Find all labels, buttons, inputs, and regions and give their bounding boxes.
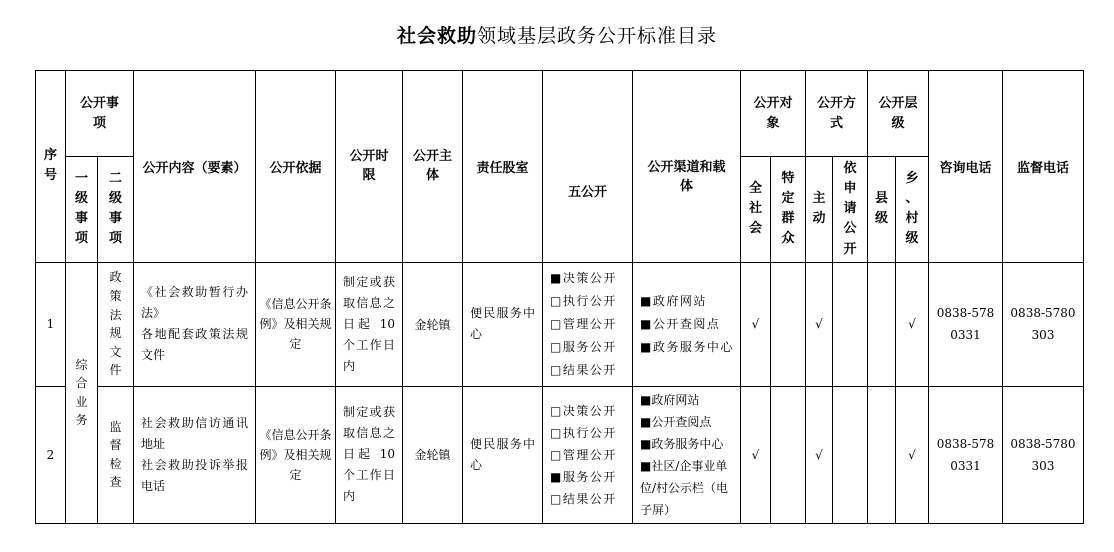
header-level-county: 县级 [868,157,896,263]
header-row-top [36,71,1084,157]
row1-target-specific-check [771,262,806,386]
row1-supervise-phone: 0838-5780303 [1003,262,1084,386]
row2-time-limit: 制定或获取信息之日起 10 个工作日内 [336,386,403,523]
row1-subject: 金轮镇 [403,262,463,386]
row2-basis: 《信息公开条例》及相关规定 [256,386,336,523]
row2-supervise-phone: 0838-5780303 [1003,386,1084,523]
row1-content: 《社会救助暂行办法》 各地配套政策法规文件 [134,262,256,386]
row1-basis: 《信息公开条例》及相关规定 [256,262,336,386]
row1-channels: ■政府网站 ■公开查阅点 ■政务服务中心 [633,262,741,386]
row2-target-specific-check [771,386,806,523]
header-level1: 一级事项 [66,157,98,263]
header-target-all: 全社会 [741,157,771,263]
header-mode-request: 依申请公开 [833,157,868,263]
row2-content: 社会救助信访通讯地址 社会救助投诉举报电话 [134,386,256,523]
header-open-item: 公开事项 [66,71,134,157]
row1-consult-phone: 0838-5780331 [929,262,1003,386]
header-consult-phone: 咨询电话 [929,71,1003,263]
row2-mode-request-check [833,386,868,523]
header-target: 公开对象 [741,71,806,157]
row2-channels: ■政府网站 ■公开查阅点 ■政务服务中心 ■社区/企事业单位/村公示栏（电子屏） [633,386,741,523]
row2-seq: 2 [36,386,66,523]
row1-five-open: ■决策公开 □执行公开 □管理公开 □服务公开 □结果公开 [543,262,633,386]
header-target-specific: 特定群众 [771,157,806,263]
row2-consult-phone: 0838-5780331 [929,386,1003,523]
row2-level2: 监督检查 [98,386,134,523]
row1-department: 便民服务中心 [463,262,543,386]
catalog-table [35,70,1084,524]
header-channels: 公开渠道和载体 [633,71,741,263]
row1-time-limit: 制定或获取信息之日起 10 个工作日内 [336,262,403,386]
row1-level1: 综合业务 [66,262,98,523]
row1-level2: 政策法规文件 [98,262,134,386]
header-level2: 二级事项 [98,157,134,263]
header-mode-active: 主动 [806,157,833,263]
row2-target-all-check: √ [741,386,771,523]
row1-level-village-check: √ [896,262,929,386]
header-five-open: 五公开 [543,71,633,263]
row1-mode-active-check: √ [806,262,833,386]
header-seq: 序号 [36,71,66,263]
header-level: 公开层级 [868,71,929,157]
row2-department: 便民服务中心 [463,386,543,523]
page-title-rest: 领域基层政务公开标准目录 [477,25,718,47]
header-supervise-phone: 监督电话 [1003,71,1084,263]
row2-five-open: □决策公开 □执行公开 □管理公开 ■服务公开 □结果公开 [543,386,633,523]
row1-target-all-check: √ [741,262,771,386]
row2-level-county-check [868,386,896,523]
header-mode: 公开方式 [806,71,868,157]
table-row-1 [36,262,1084,386]
table-row-2 [36,386,1084,523]
page-title-emphasis: 社会救助 [396,25,477,47]
row2-level-village-check: √ [896,386,929,523]
row1-mode-request-check [833,262,868,386]
header-department: 责任股室 [463,71,543,263]
header-level-village: 乡、村级 [896,157,929,263]
row1-seq: 1 [36,262,66,386]
header-basis: 公开依据 [256,71,336,263]
header-content: 公开内容（要素） [134,71,256,263]
row1-level-county-check [868,262,896,386]
row2-mode-active-check: √ [806,386,833,523]
header-time-limit: 公开时限 [336,71,403,263]
row2-subject: 金轮镇 [403,386,463,523]
header-subject: 公开主体 [403,71,463,263]
page-title [0,0,1114,48]
